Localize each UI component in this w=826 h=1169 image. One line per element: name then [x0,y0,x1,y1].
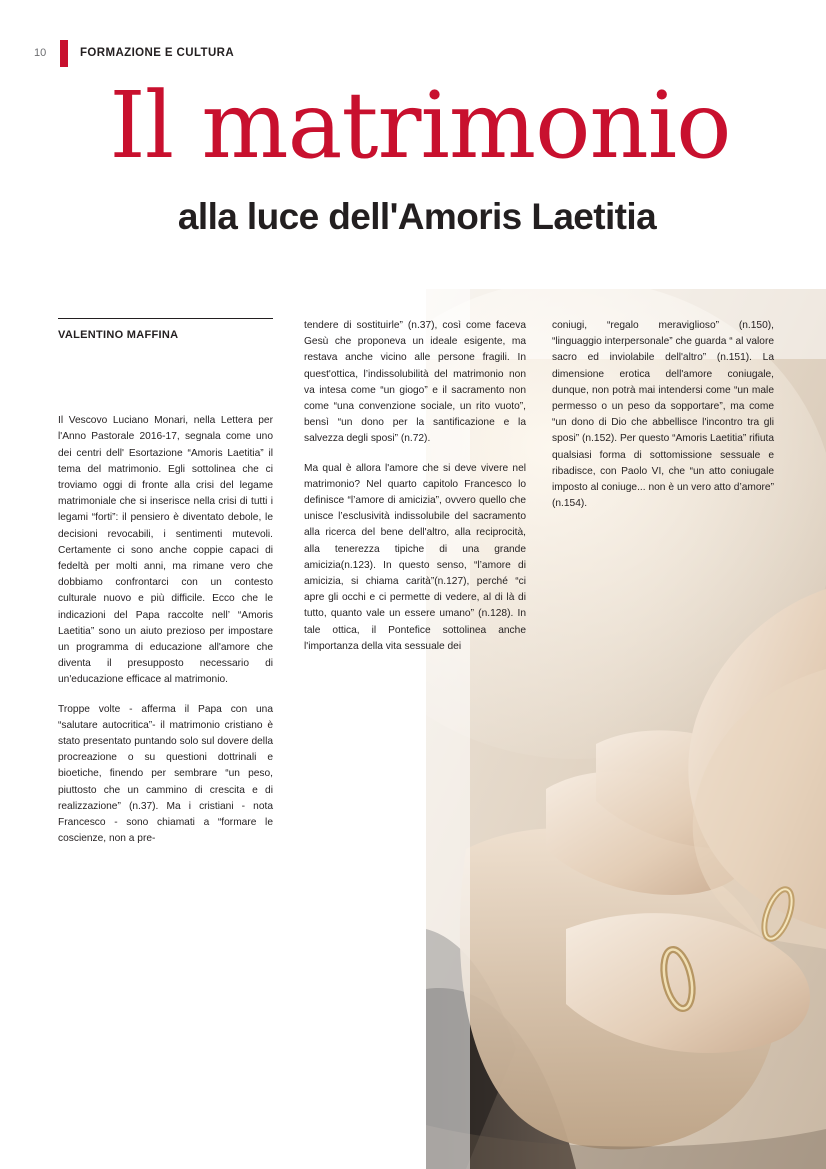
author-byline: VALENTINO MAFFINA [58,329,179,341]
section-kicker: FORMAZIONE E CULTURA [80,47,235,59]
text-column-3 [552,318,774,525]
article-title-block [0,72,826,258]
paragraph: Ma qual è allora l'amore che si deve vivere nel matrimonio? Nel quarto capitolo Francesco lo definisce “l’amore di amicizia”, ovvero quello che unisce l’esclusività indissolubile del sacramento alla ricerca del bene dell'altro, alla reciprocità, alla tenerezza tipiche di una grande amicizia(n.123). In questo senso, “l’amore di amicizia, si chiama carità”(n.127), perché “ci apre gli occhi e ci permette di vedere, al di là di tutto, quanto vale un essere umano” (n.128). In tale ottica, il Pontefice sottolinea anche l'importanza della vita sessuale dei [304,462,526,652]
page-title: Il matrimonio [109,72,731,179]
text-column-1 [58,318,273,860]
byline-rule [58,318,273,319]
paragraph: Il Vescovo Luciano Monari, nella Lettera per l'Anno Pastorale 2016-17, segnala come uno dei centri dell' Esortazione “Amoris Laetitia” il tema del matrimonio. Egli sottolinea che ci troviamo oggi di fronte alla crisi del legame matrimoniale che si inserisce nella crisi di tutti i legami “forti”: il pensiero è diventato debole, le decisioni revocabili, i sentimenti mutevoli. Certamente ci sono anche coppie capaci di fedeltà per molti anni, ma rimane vero che dobbiamo confrontarci con un contesto culturale nuovo e più difficile. Ecco che le indicazioni del Papa raccolte nell’ “Amoris Laetitia” sono un aiuto prezioso per impostare un programma di educazione all'amore che diventa il presupposto necessario di un'educazione efficace al matrimonio. [58,415,273,686]
page-header [34,40,234,66]
text-column-2 [304,318,526,668]
paragraph: Troppe volte - afferma il Papa con una “salutare autocritica”- il matrimonio cristiano è stato presentato puntando solo sul dovere della procreazione o su questioni dottrinali e bioetiche, finendo per sembrare “un peso, piuttosto che un cammino di crescita e di realizzazione” (n.37). Ma i cristiani - nota Francesco - sono chiamati a “formare le coscienze, non a pre- [58,703,273,845]
paragraph: tendere di sostituirle” (n.37), così come faceva Gesù che proponeva un ideale esigente, ma restava anche vicino alle persone fragili. In quest'ottica, l’indissolubilità del matrimonio non va intesa come “un giogo” e il sacramento non come “una convenzione sociale, un rito vuoto”, bensì “un dono per la santificazione e la salvezza degli sposi” (n.72). [304,320,526,445]
page-subtitle: alla luce dell'Amoris Laetitia [177,196,657,237]
paragraph: coniugi, “regalo meraviglioso” (n.150), “linguaggio interpersonale” che guarda “ al valore sacro ed inviolabile dell'altro” (n.151). La dimensione erotica dell'amore coniugale, dunque, non potrà mai intendersi come “un male permesso o un peso da sopportare”, ma come “un dono di Dio che abbellisce l'incontro tra gli sposi” (n.152). Per questo “Amoris Laetitia” rifiuta qualsiasi forma di sottomissione sessuale e ribadisce, con Paolo VI, che “un atto coniugale imposto al coniuge... non è un vero atto d’amore” (n.154). [552,320,774,510]
header-accent-bar [60,40,68,67]
page-number: 10 [34,47,47,59]
